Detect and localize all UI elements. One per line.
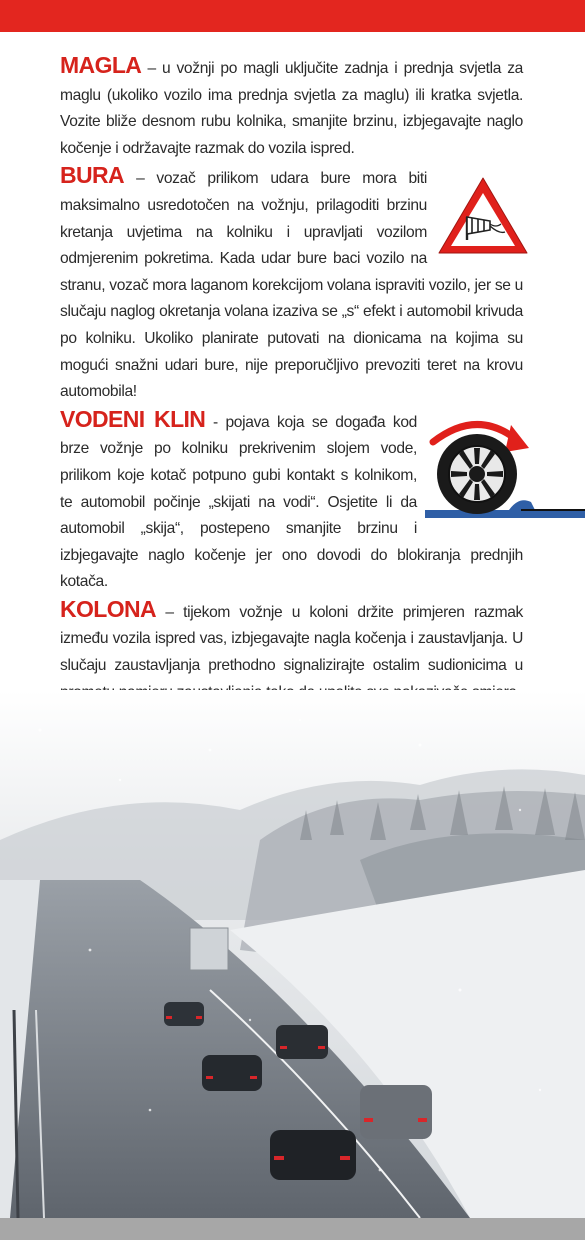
heading-magla: MAGLA — [60, 52, 142, 78]
text-kolona: – tijekom vožnje u koloni držite primjeren razmak između vozila ispred vas, izbjegavajte nagla kočenja i zaustavljanja. U slučaju zaustavljanja prethodno signalizirajte ostalim sudionicima u — [60, 603, 523, 675]
heading-vodeni-klin: VODENI KLIN — [60, 405, 206, 432]
crosswind-warning-sign-icon — [435, 174, 531, 258]
main-text — [60, 52, 523, 706]
text-vodeni-klin: - pojava koja se događa kod brze vožnje po kolniku prekrivenim slojem vode, prilikom koje kotač potpuno gubi kontakt s kolnikom, te automobil počinje „skijati na vodi“. Osjetite li da automobil „skija“, postepeno smanjite brzinu i izbjegavajte naglo kočenje jer ono dovodi do blokiranja prednjih kotača. — [60, 413, 523, 591]
top-red-bar — [0, 0, 585, 32]
bottom-gray-bar — [0, 1218, 585, 1240]
snowy-highway-photo — [0, 690, 585, 1218]
text-magla: – u vožnji po magli uključite zadnja i prednja svjetla za maglu (ukoliko vozilo ima prednja svjetla za maglu) ili kratka svjetla. Vozite bliže desnom rubu kolnika, smanjite brzinu, izbjegavajte naglo kočenje i održavajte razmak do vozila ispred. — [60, 60, 523, 157]
aquaplaning-wheel-icon — [425, 412, 585, 530]
heading-kolona: KOLONA — [60, 595, 157, 622]
section-magla — [60, 52, 523, 162]
text-bura: – vozač prilikom udara bure mora biti maksimalno usredotočen na vožnju, prilagoditi brzinu kretanja uvjetima na kolniku i upravljati vozilom odmjerenim pokretima. Kada udar bure baci vozilo na stranu, vozač mora laganom korekcijom volana ispraviti vozilo, jer se u slučaju naglog okretanja volana izaziva se „s“ efekt i automobil krivuda po kolniku. Ukoliko planirate putovati na dionicama na kojima su mogući snažni udari bure, nije preporučljivo prevoziti teret na krovu automobila! — [60, 170, 523, 401]
heading-bura: BURA — [60, 162, 125, 189]
